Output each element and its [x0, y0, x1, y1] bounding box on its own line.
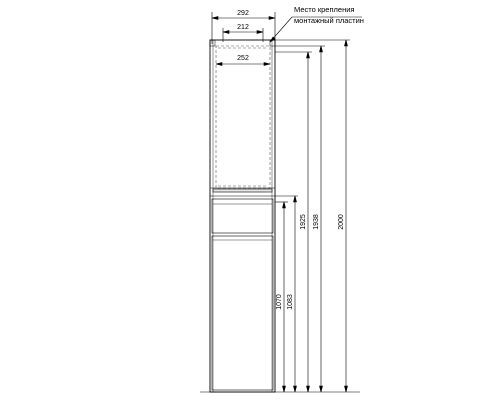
dim-label-1938: 1938 [313, 214, 320, 230]
dim-label-1083: 1083 [287, 294, 294, 310]
dimension-inner-lower [216, 63, 270, 66]
dim-label-1070: 1070 [276, 294, 283, 310]
cabinet-body [210, 40, 275, 392]
upper-door-dashed [216, 46, 270, 188]
dim-label-1925: 1925 [300, 214, 307, 230]
dim-label-212: 212 [237, 24, 249, 31]
drawer [212, 199, 273, 233]
dim-label-252: 252 [237, 55, 249, 62]
lower-door [212, 236, 273, 390]
dim-label-292: 292 [237, 10, 249, 17]
mount-note-line1: Место крепления [294, 5, 355, 14]
dim-label-2000: 2000 [338, 214, 345, 230]
middle-shelf [210, 188, 275, 196]
mount-note-line2: монтажный пластин [294, 16, 364, 25]
